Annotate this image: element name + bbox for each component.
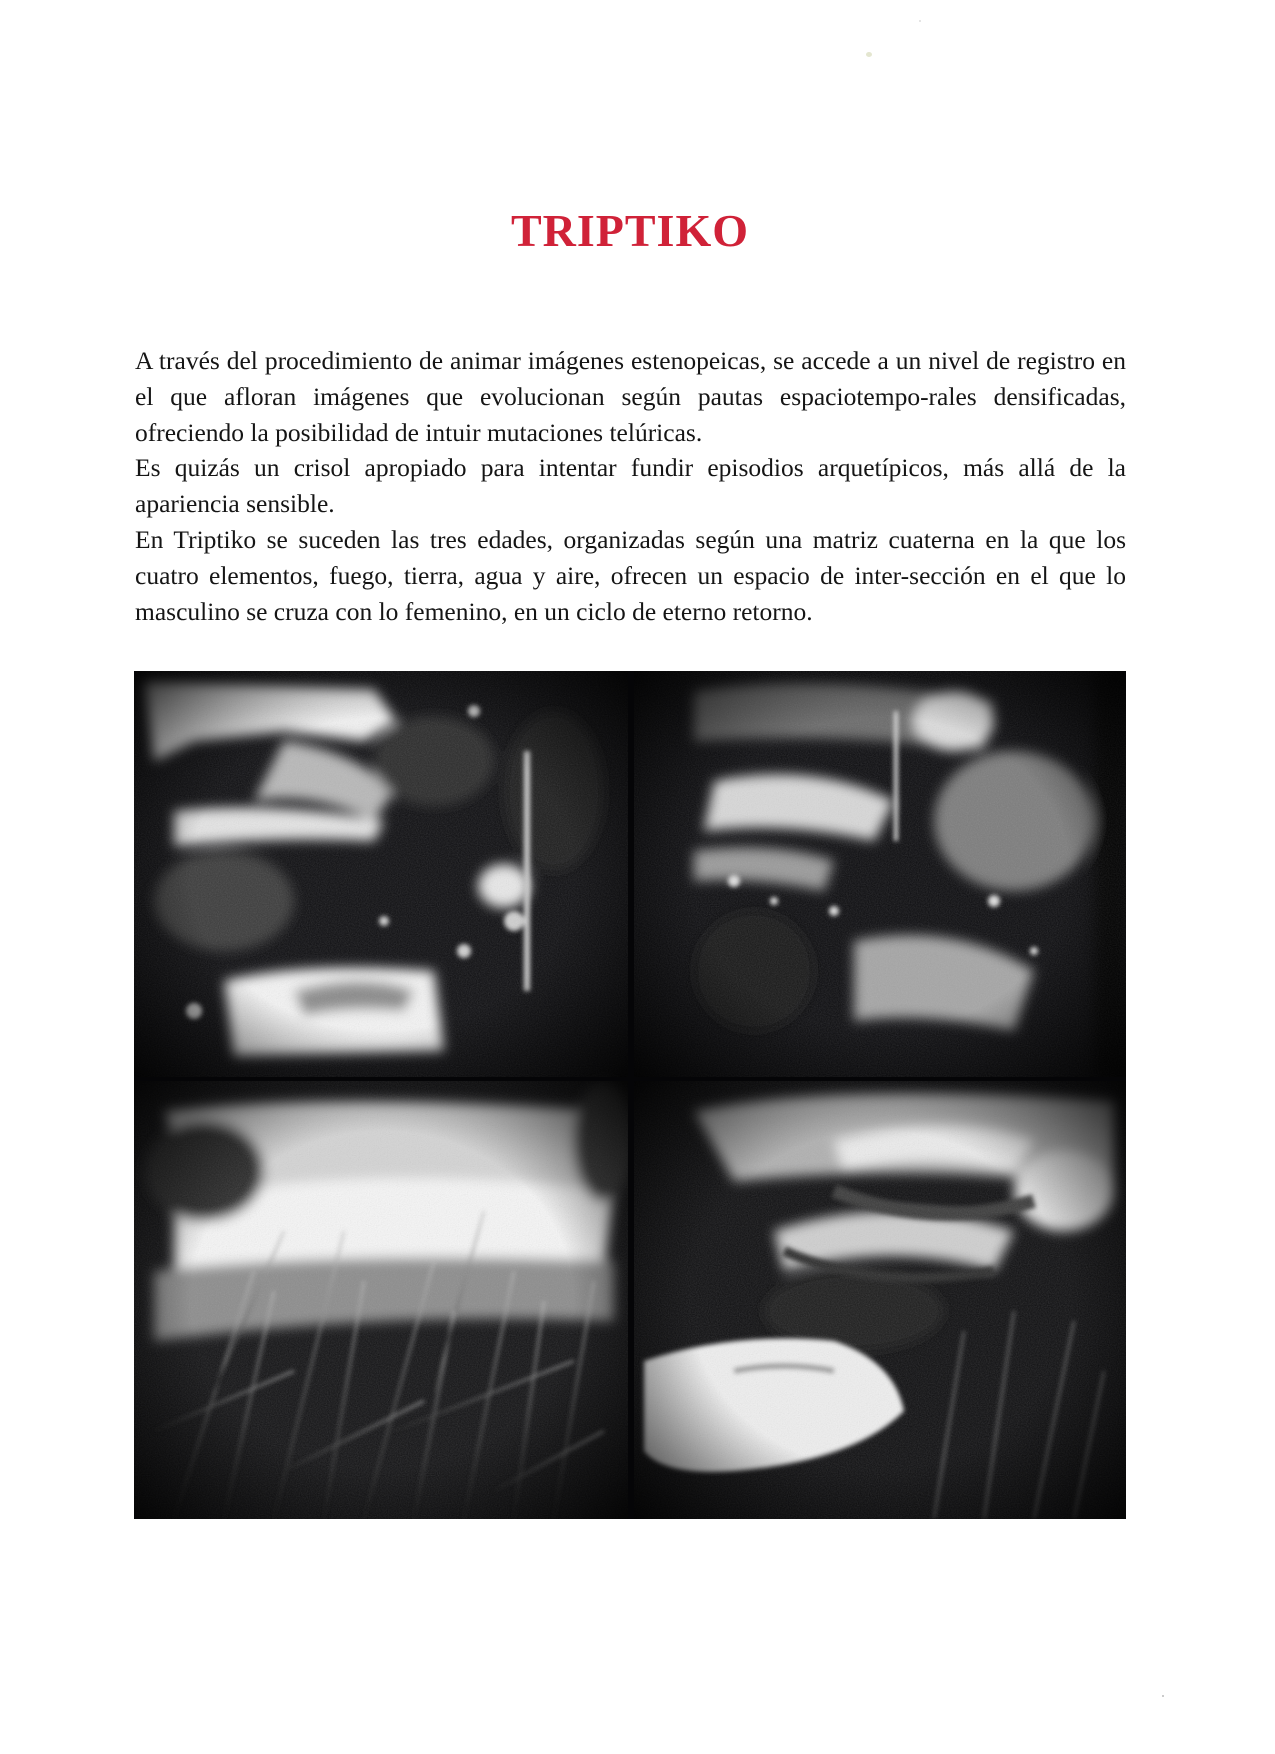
document-title: TRIPTIKO xyxy=(510,205,750,256)
paragraph: Es quizás un crisol apropiado para intentar fundir episodios arquetípicos, más allá de la apariencia sensible. xyxy=(135,453,1126,519)
scan-speck xyxy=(866,52,872,57)
paragraph: En Triptiko se suceden las tres edades, organizadas según una matriz cuaterna en la que los cuatro elementos, fuego, tierra, agua y aire, ofrecen un espacio de inter-sección en el que lo masculino se cruza con lo femenino, en un ciclo de eterno retorno. xyxy=(135,524,1126,626)
body-text xyxy=(135,343,1126,629)
scan-speck xyxy=(1162,1695,1164,1697)
photo-collage xyxy=(134,671,1126,1519)
paragraph: A través del procedimiento de animar imágenes estenopeicas, se accede a un nivel de registro en el que afloran imágenes que evolucionan según pautas espaciotempo-rales densificadas, ofreciendo la posibilidad de intuir mutaciones telúricas. xyxy=(135,346,1126,447)
scan-speck xyxy=(919,20,921,22)
